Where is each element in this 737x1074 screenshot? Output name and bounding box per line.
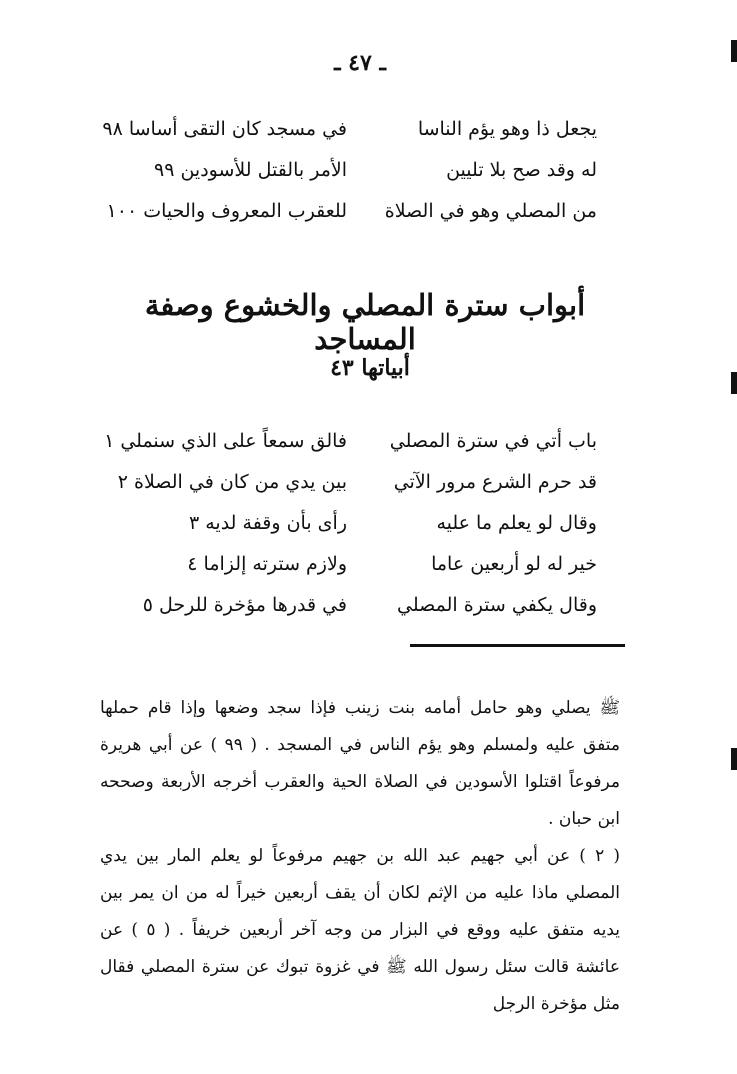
page-number: ـ ٤٧ ـ [334, 50, 386, 76]
scan-edge-mark [731, 40, 737, 62]
verse-second-hemistich: في مسجد كان التقى أساسا ٩٨ [102, 118, 347, 140]
verse-first-hemistich: له وقد صح بلا تليين [446, 159, 597, 181]
verse-row [97, 471, 597, 512]
verse-second-hemistich: ولازم سترته إلزاما ٤ [187, 553, 347, 575]
top-verse-block [97, 118, 597, 241]
verse-first-hemistich: وقال يكفي سترة المصلي [397, 594, 597, 616]
verse-second-hemistich: في قدرها مؤخرة للرحل ٥ [142, 594, 347, 616]
section-verse-block [97, 430, 597, 635]
verse-first-hemistich: خير له لو أربعين عاما [431, 553, 597, 575]
verse-first-hemistich: وقال لو يعلم ما عليه [436, 512, 597, 534]
verse-row [97, 118, 597, 159]
verse-second-hemistich: بين يدي من كان في الصلاة ٢ [117, 471, 347, 493]
scan-edge-mark [731, 748, 737, 770]
footnote-paragraph: ( ٢ ) عن أبي جهيم عبد الله بن جهيم مرفوعاً لو يعلم المار بين يدي المصلي ماذا عليه من الإثم لكان أن يقف أربعين خيراً له من ان يمر بين يديه متفق عليه ووقع في البزار من وجه آخر أربعين خريفاً . ( ٥ ) عن عائشة قالت سئل رسول الله ﷺ في غزوة تبوك عن سترة المصلي فقال مثل مؤخرة الرجل [100, 846, 620, 1014]
verse-row [97, 200, 597, 241]
verse-second-hemistich: رأى بأن وقفة لديه ٣ [188, 512, 347, 534]
section-title: أبواب سترة المصلي والخشوع وصفة المساجد [144, 288, 586, 356]
verse-row [97, 159, 597, 200]
verse-first-hemistich: يجعل ذا وهو يؤم الناسا [417, 118, 597, 140]
verse-first-hemistich: من المصلي وهو في الصلاة [384, 200, 597, 222]
verse-row [97, 430, 597, 471]
footnote-paragraph: ﷺ يصلي وهو حامل أمامه بنت زينب فإذا سجد وضعها وإذا قام حملها متفق عليه ولمسلم وهو يؤم الناس في المسجد . ( ٩٩ ) عن أبي هريرة مرفوعاً اقتلوا الأسودين في الصلاة الحية والعقرب أخرجه الأربعة وصححه ابن حبان . [100, 698, 620, 829]
verse-second-hemistich: الأمر بالقتل للأسودين ٩٩ [154, 159, 347, 181]
section-subtitle: أبياتها ٤٣ [330, 355, 410, 381]
verse-first-hemistich: قد حرم الشرع مرور الآتي [393, 471, 597, 493]
verse-second-hemistich: فالق سمعاً على الذي سنملي ١ [104, 430, 347, 452]
footnotes [100, 690, 620, 1023]
verse-row [97, 594, 597, 635]
verse-row [97, 512, 597, 553]
scan-edge-mark [731, 372, 737, 394]
verse-second-hemistich: للعقرب المعروف والحيات ١٠٠ [106, 200, 347, 222]
footnote-divider [410, 644, 625, 647]
verse-row [97, 553, 597, 594]
verse-first-hemistich: باب أتي في سترة المصلي [389, 430, 597, 452]
